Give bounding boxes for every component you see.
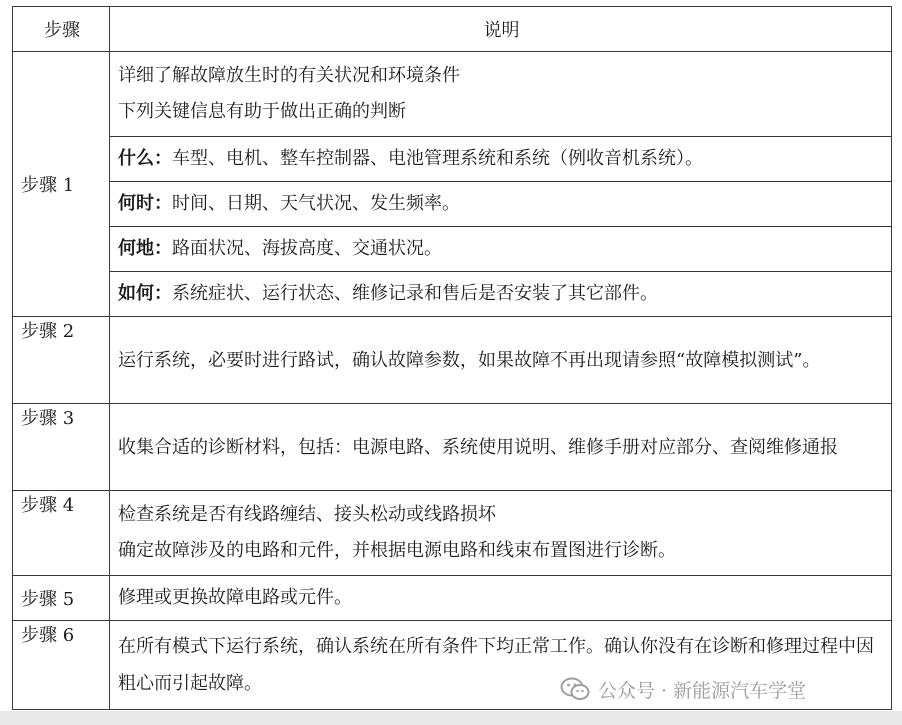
watermark-text (598, 676, 806, 703)
table-row (13, 182, 892, 227)
watermark-account: 新能源汽车学堂 (673, 679, 807, 702)
step-6-label: 步骤 6 (13, 621, 110, 710)
table-row (13, 272, 892, 317)
header-step: 步骤 (13, 7, 110, 52)
step-4-line-1: 检查系统是否有线路缠结、接头松动或线路损坏 (118, 504, 496, 525)
step-4-label: 步骤 4 (13, 491, 110, 576)
step-3-text: 收集合适的诊断材料，包括：电源电路、系统使用说明、维修手册对应部分、查阅维修通报 (110, 404, 892, 491)
step-5-label: 步骤 5 (13, 576, 110, 621)
header-description: 说明 (110, 7, 892, 52)
step-2-label: 步骤 2 (13, 317, 110, 404)
when-label: 何时： (118, 193, 172, 214)
table-row (13, 52, 892, 137)
what-label: 什么： (118, 148, 172, 169)
step-6-text: 在所有模式下运行系统，确认系统在所有条件下均正常工作。确认你没有在诊断和修理过程中因粗心而引起故障。 (110, 621, 892, 710)
table-row (13, 576, 892, 621)
step-1-intro (110, 52, 892, 137)
where-label: 何地： (118, 238, 172, 259)
table-row (13, 227, 892, 272)
table-row (13, 137, 892, 182)
table-row (13, 491, 892, 576)
step-4-line-2: 确定故障涉及的电路和元件，并根据电源电路和线束布置图进行诊断。 (118, 540, 676, 561)
step-1-when (110, 182, 892, 227)
how-label: 如何： (118, 283, 172, 304)
header-row (13, 7, 892, 52)
watermark-prefix: 公众号 · (598, 679, 674, 702)
step-1-what (110, 137, 892, 182)
where-text: 路面状况、海拔高度、交通状况。 (172, 238, 442, 259)
step-5-text: 修理或更换故障电路或元件。 (110, 576, 892, 621)
step-4-text (110, 491, 892, 576)
step-1-where (110, 227, 892, 272)
what-text: 车型、电机、整车控制器、电池管理系统和系统（例收音机系统）。 (172, 148, 703, 169)
step-1-label: 步骤 1 (13, 52, 110, 317)
diagnosis-steps-table (12, 6, 892, 710)
step-1-how (110, 272, 892, 317)
step-1-line-1: 详细了解故障放生时的有关状况和环境条件 (118, 65, 460, 86)
step-1-line-2: 下列关键信息有助于做出正确的判断 (118, 101, 406, 122)
watermark (560, 674, 806, 704)
table-row (13, 404, 892, 491)
table-row (13, 317, 892, 404)
wechat-icon (560, 676, 590, 702)
how-text: 系统症状、运行状态、维修记录和售后是否安装了其它部件。 (172, 283, 658, 304)
step-3-label: 步骤 3 (13, 404, 110, 491)
footer-bar (0, 711, 902, 725)
step-2-text: 运行系统，必要时进行路试，确认故障参数，如果故障不再出现请参照“故障模拟测试”。 (110, 317, 892, 404)
when-text: 时间、日期、天气状况、发生频率。 (172, 193, 460, 214)
